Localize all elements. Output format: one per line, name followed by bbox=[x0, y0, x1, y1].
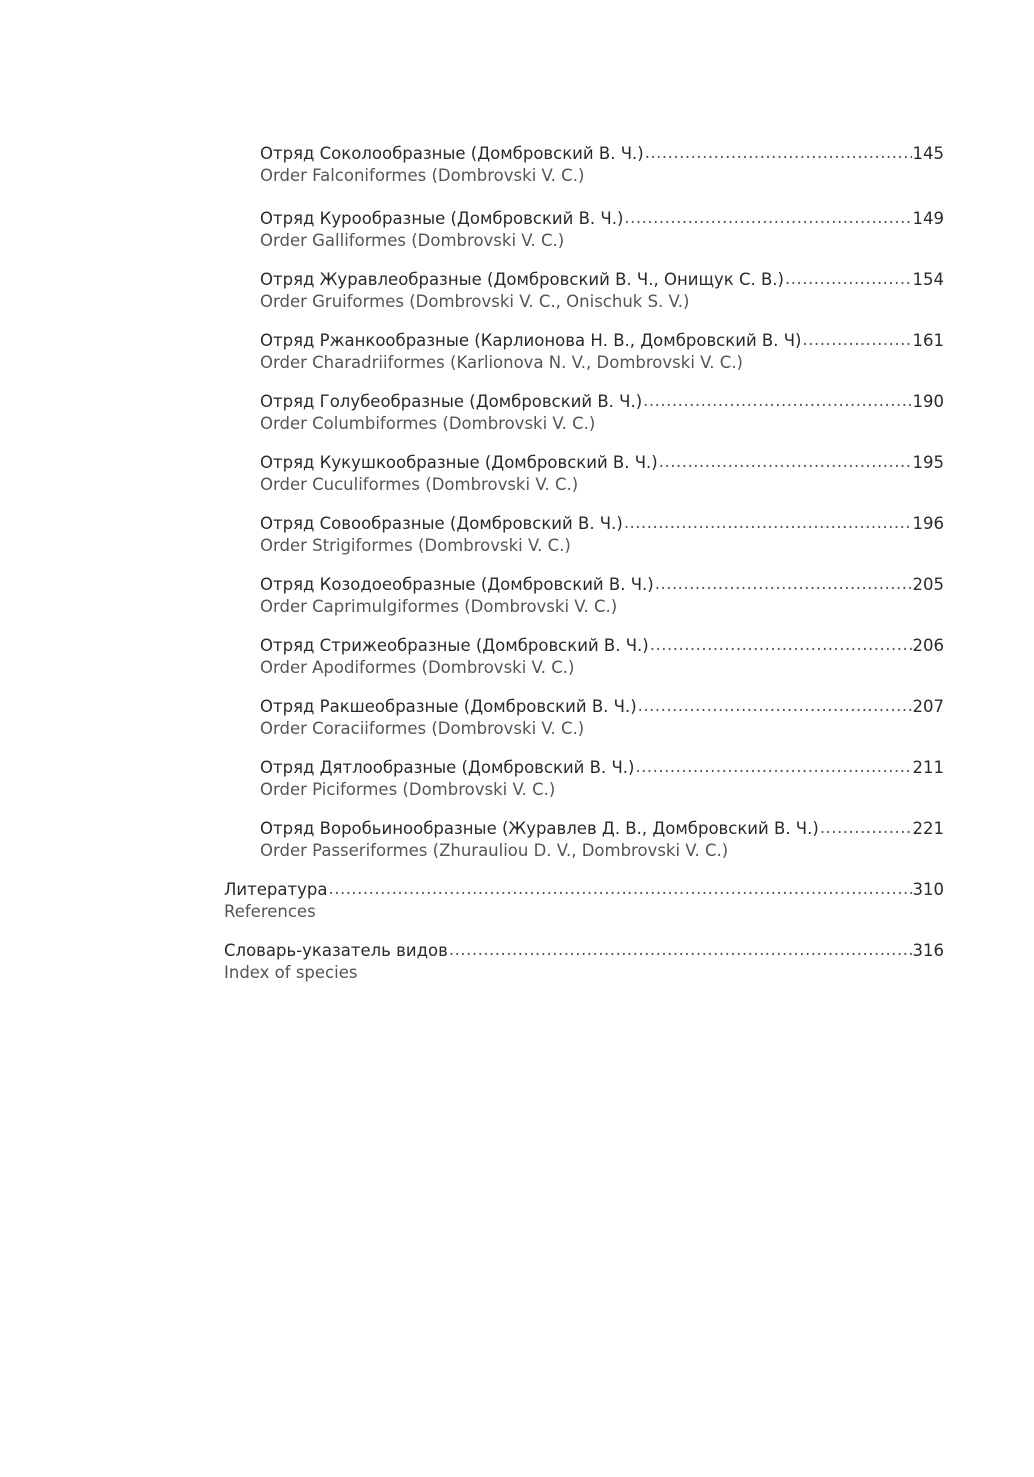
dot-leader bbox=[638, 695, 912, 717]
toc-ru-line bbox=[260, 208, 944, 230]
dot-leader bbox=[449, 939, 912, 961]
toc-en-title: Order Gruiformes (Dombrovski V. C., Onischuk S. V.) bbox=[260, 292, 690, 311]
toc-page-number: 316 bbox=[912, 941, 944, 960]
toc-ru-title: Отряд Голубеобразные (Домбровский В. Ч.) bbox=[260, 392, 643, 411]
dot-leader bbox=[659, 451, 912, 473]
toc-ru-title: Отряд Стрижеобразные (Домбровский В. Ч.) bbox=[260, 636, 649, 655]
toc-entry bbox=[260, 208, 944, 252]
toc-entry bbox=[260, 513, 944, 557]
toc-ru-title: Отряд Козодоеобразные (Домбровский В. Ч.) bbox=[260, 575, 654, 594]
toc-en-title: Order Strigiformes (Dombrovski V. C.) bbox=[260, 536, 571, 555]
toc-entry bbox=[260, 452, 944, 496]
dot-leader bbox=[328, 878, 911, 900]
toc-entry bbox=[260, 269, 944, 313]
toc-ru-line bbox=[260, 635, 944, 657]
toc-ru-line bbox=[260, 818, 944, 840]
dot-leader bbox=[645, 142, 912, 164]
toc-page-number: 207 bbox=[912, 697, 944, 716]
toc-entry bbox=[260, 330, 944, 374]
table-of-contents bbox=[0, 143, 1034, 1001]
toc-ru-line bbox=[260, 391, 944, 413]
toc-en-title: Index of species bbox=[224, 963, 358, 982]
toc-ru-line bbox=[260, 574, 944, 596]
toc-entry bbox=[260, 574, 944, 618]
toc-ru-title: Словарь-указатель видов bbox=[224, 941, 448, 960]
toc-ru-title: Отряд Соколообразные (Домбровский В. Ч.) bbox=[260, 144, 644, 163]
dot-leader bbox=[624, 207, 911, 229]
dot-leader bbox=[802, 329, 911, 351]
toc-page-number: 145 bbox=[912, 144, 944, 163]
toc-en-title: Order Charadriiformes (Karlionova N. V., Dombrovski V. C.) bbox=[260, 353, 743, 372]
toc-ru-title: Отряд Совообразные (Домбровский В. Ч.) bbox=[260, 514, 623, 533]
toc-entry bbox=[260, 635, 944, 679]
toc-ru-line bbox=[260, 143, 944, 165]
dot-leader bbox=[635, 756, 911, 778]
toc-entry bbox=[260, 818, 944, 862]
toc-entry bbox=[260, 391, 944, 435]
toc-ru-line bbox=[260, 452, 944, 474]
dot-leader bbox=[785, 268, 912, 290]
toc-en-title: Order Passeriformes (Zhurauliou D. V., Dombrovski V. C.) bbox=[260, 841, 729, 860]
toc-page-number: 154 bbox=[912, 270, 944, 289]
toc-en-title: Order Coraciiformes (Dombrovski V. C.) bbox=[260, 719, 585, 738]
toc-page-number: 190 bbox=[912, 392, 944, 411]
toc-page-number: 206 bbox=[912, 636, 944, 655]
toc-ru-line bbox=[260, 269, 944, 291]
toc-page-number: 196 bbox=[912, 514, 944, 533]
toc-ru-line bbox=[260, 696, 944, 718]
toc-en-title: References bbox=[224, 902, 316, 921]
toc-page-number: 149 bbox=[912, 209, 944, 228]
toc-page-number: 211 bbox=[912, 758, 944, 777]
toc-en-title: Order Cuculiformes (Dombrovski V. C.) bbox=[260, 475, 579, 494]
toc-en-title: Order Galliformes (Dombrovski V. C.) bbox=[260, 231, 565, 250]
dot-leader bbox=[820, 817, 912, 839]
toc-en-title: Order Caprimulgiformes (Dombrovski V. C.) bbox=[260, 597, 618, 616]
toc-ru-line bbox=[260, 513, 944, 535]
toc-page-number: 310 bbox=[912, 880, 944, 899]
dot-leader bbox=[650, 634, 912, 656]
toc-ru-title: Отряд Курообразные (Домбровский В. Ч.) bbox=[260, 209, 624, 228]
toc-page-number: 221 bbox=[912, 819, 944, 838]
toc-entry-index bbox=[224, 940, 944, 984]
toc-ru-title: Отряд Воробьинообразные (Журавлев Д. В., Домбровский В. Ч.) bbox=[260, 819, 819, 838]
dot-leader bbox=[624, 512, 912, 534]
toc-ru-title: Отряд Кукушкообразные (Домбровский В. Ч.) bbox=[260, 453, 658, 472]
toc-en-title: Order Piciformes (Dombrovski V. C.) bbox=[260, 780, 556, 799]
toc-entry bbox=[260, 757, 944, 801]
toc-entry-references bbox=[224, 879, 944, 923]
toc-ru-line bbox=[260, 330, 944, 352]
toc-en-title: Order Falconiformes (Dombrovski V. C.) bbox=[260, 166, 585, 185]
dot-leader bbox=[643, 390, 911, 412]
toc-ru-line bbox=[260, 757, 944, 779]
toc-page-number: 205 bbox=[912, 575, 944, 594]
toc-en-title: Order Apodiformes (Dombrovski V. C.) bbox=[260, 658, 575, 677]
toc-page-number: 161 bbox=[912, 331, 944, 350]
toc-ru-title: Отряд Журавлеобразные (Домбровский В. Ч., Онищук С. В.) bbox=[260, 270, 784, 289]
toc-ru-line bbox=[224, 879, 944, 901]
toc-ru-line bbox=[224, 940, 944, 962]
toc-ru-title: Отряд Ракшеобразные (Домбровский В. Ч.) bbox=[260, 697, 637, 716]
toc-entry bbox=[260, 143, 944, 187]
toc-en-title: Order Columbiformes (Dombrovski V. C.) bbox=[260, 414, 596, 433]
toc-ru-title: Отряд Дятлообразные (Домбровский В. Ч.) bbox=[260, 758, 635, 777]
toc-page-number: 195 bbox=[912, 453, 944, 472]
toc-entry bbox=[260, 696, 944, 740]
toc-ru-title: Литература bbox=[224, 880, 328, 899]
toc-ru-title: Отряд Ржанкообразные (Карлионова Н. В., Домбровский В. Ч) bbox=[260, 331, 802, 350]
dot-leader bbox=[655, 573, 912, 595]
